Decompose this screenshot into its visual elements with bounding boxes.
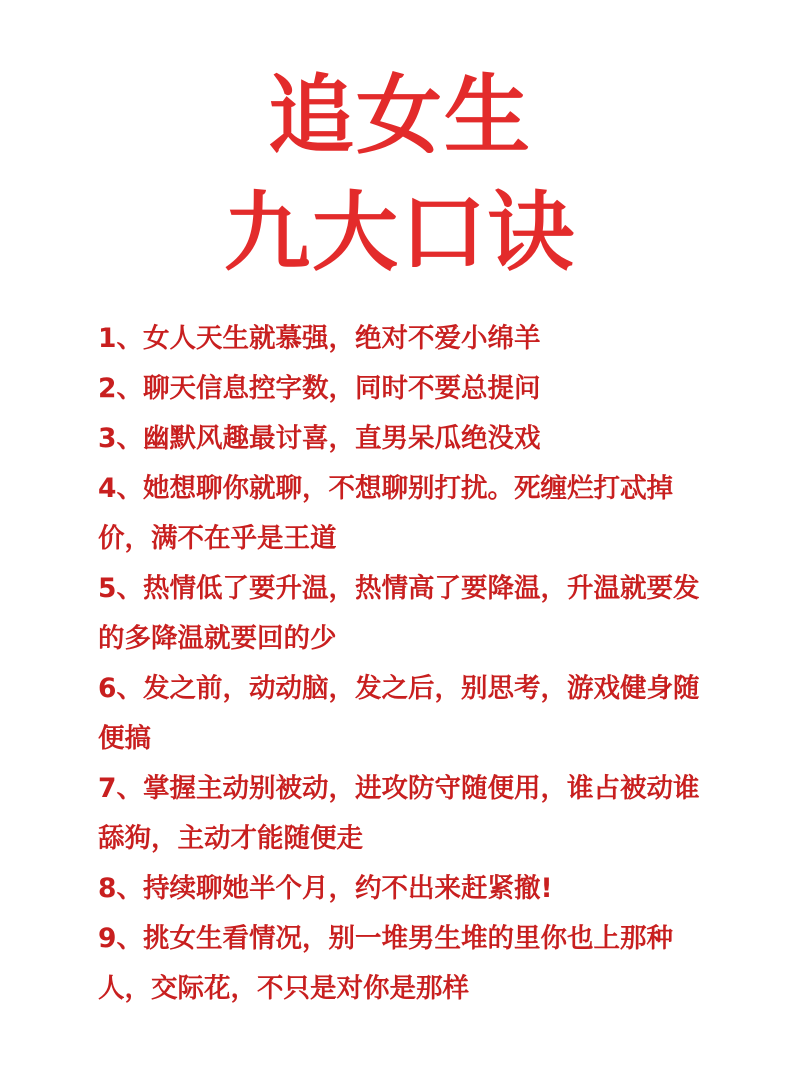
page-title-line-2: 九大口诀 bbox=[224, 183, 576, 283]
list-item-7: 7、掌握主动别被动，进攻防守随便用，谁占被动谁舔狗，主动才能随便走 bbox=[98, 773, 700, 854]
list-item-5: 5、热情低了要升温，热情高了要降温，升温就要发的多降温就要回的少 bbox=[98, 573, 700, 654]
list-item-1: 1、女人天生就慕强，绝对不爱小绵羊 bbox=[98, 323, 541, 354]
list-item-8: 8、持续聊她半个月，约不出来赶紧撤! bbox=[98, 873, 553, 904]
tips-list bbox=[98, 314, 710, 1014]
list-item-6: 6、发之前，动动脑，发之后，别思考，游戏健身随便搞 bbox=[98, 673, 700, 754]
list-item-3: 3、幽默风趣最讨喜，直男呆瓜绝没戏 bbox=[98, 423, 541, 454]
list-item-2: 2、聊天信息控字数，同时不要总提问 bbox=[98, 373, 541, 404]
list-item-9: 9、挑女生看情况，别一堆男生堆的里你也上那种人，交际花，不只是对你是那样 bbox=[98, 923, 673, 1004]
page-title-line-1: 追女生 bbox=[268, 66, 532, 166]
list-item-4: 4、她想聊你就聊，不想聊别打扰。死缠烂打忒掉价，满不在乎是王道 bbox=[98, 473, 673, 554]
